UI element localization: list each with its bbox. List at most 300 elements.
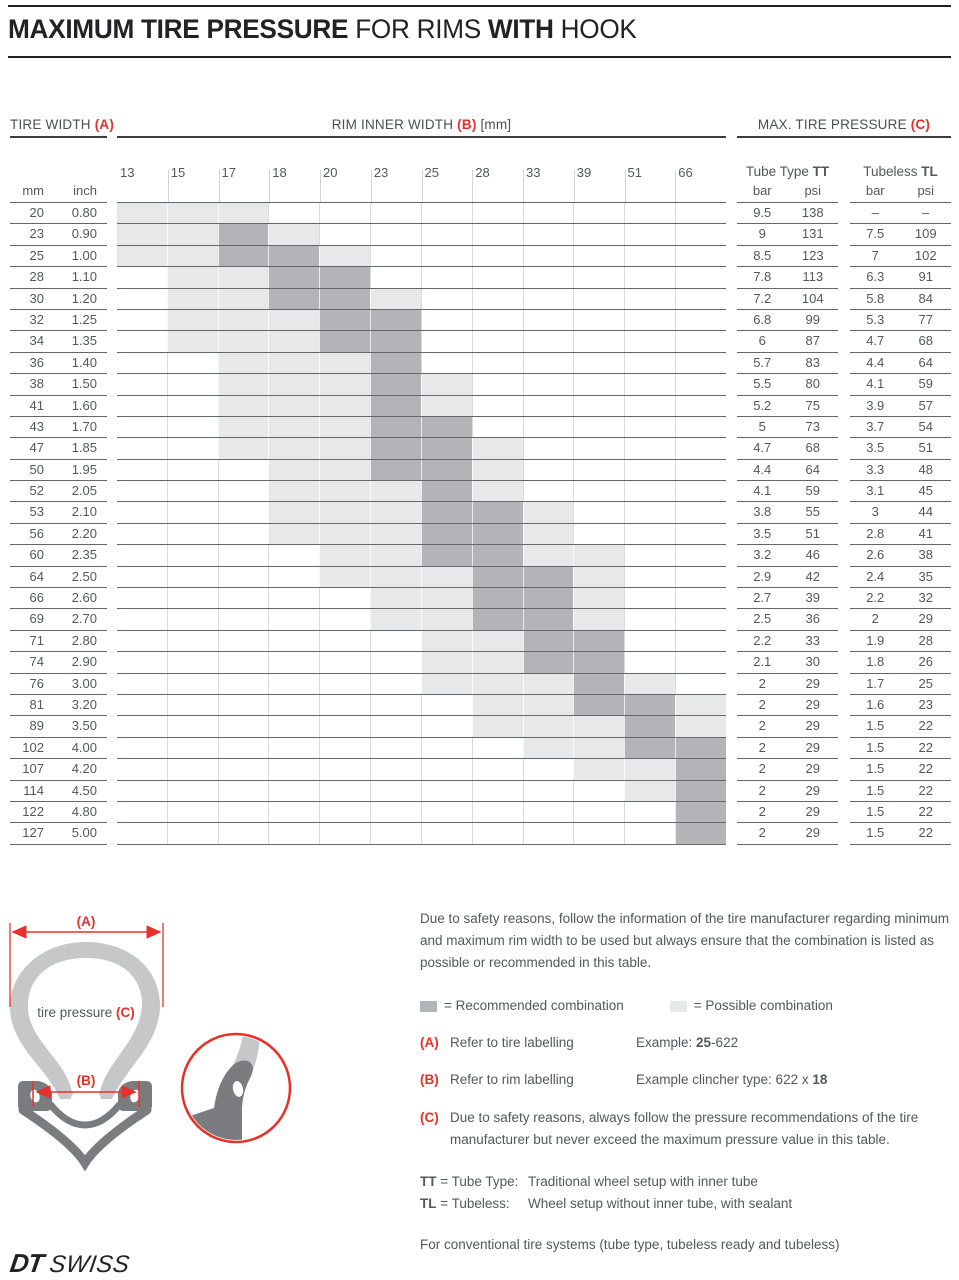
cell-empty xyxy=(319,588,370,608)
tl-bar-value: 2.8 xyxy=(866,525,885,541)
cell-empty xyxy=(421,781,472,801)
cell-empty xyxy=(370,652,421,672)
rim-width-col-header: 25 xyxy=(424,165,439,180)
tube-type-row xyxy=(737,781,838,802)
cell-possible xyxy=(472,716,523,736)
cell-empty xyxy=(421,759,472,779)
tire-width-inch: 3.50 xyxy=(71,718,97,734)
cell-empty xyxy=(167,460,218,480)
cell-empty xyxy=(472,823,523,843)
cell-empty xyxy=(624,588,675,608)
rim-width-col-header: 18 xyxy=(272,165,287,180)
note-a-example-prefix: Example: xyxy=(636,1035,697,1050)
cell-empty xyxy=(675,267,726,287)
cell-empty xyxy=(675,246,726,266)
tt-label: = Tube Type: xyxy=(436,1174,519,1189)
cell-empty xyxy=(117,289,167,309)
tire-width-inch: 1.95 xyxy=(71,461,97,477)
max-pressure-rule xyxy=(737,136,951,138)
tubeless-abbr: TL xyxy=(921,164,938,179)
cell-empty xyxy=(624,502,675,522)
cell-possible xyxy=(117,246,167,266)
note-b-text: Refer to rim labelling xyxy=(450,1072,574,1087)
tl-psi-value: 64 xyxy=(918,354,933,370)
tire-width-row xyxy=(10,396,107,417)
cell-empty xyxy=(117,609,167,629)
cell-empty xyxy=(675,289,726,309)
cell-empty xyxy=(624,246,675,266)
cell-empty xyxy=(523,224,574,244)
grid-row xyxy=(117,331,726,352)
tt-bar-value: 9.5 xyxy=(753,205,772,220)
column-tick xyxy=(472,170,473,202)
cell-empty xyxy=(421,224,472,244)
grid-row xyxy=(117,267,726,288)
tube-type-row xyxy=(737,695,838,716)
tubeless-row xyxy=(850,460,951,481)
tt-psi-value: 42 xyxy=(805,568,820,584)
cell-empty xyxy=(523,481,574,501)
possible-swatch xyxy=(670,1001,687,1012)
tire-width-inch: 4.50 xyxy=(71,782,97,798)
tire-width-mm: 52 xyxy=(29,483,44,499)
cell-empty xyxy=(319,781,370,801)
cell-empty xyxy=(117,417,167,437)
tt-bar-value: 5.2 xyxy=(753,397,772,413)
cell-possible xyxy=(370,588,421,608)
grid-row xyxy=(117,289,726,310)
cell-recommended xyxy=(472,545,523,565)
cell-recommended xyxy=(218,224,269,244)
tube-type-row xyxy=(737,588,838,609)
tt-bar-value: 6.8 xyxy=(753,311,772,327)
tl-bar-value: 5.8 xyxy=(866,290,885,306)
cell-empty xyxy=(573,460,624,480)
tt-psi-value: 29 xyxy=(805,739,820,755)
cell-empty xyxy=(523,246,574,266)
column-tick xyxy=(422,170,423,202)
tl-bar-value: 7 xyxy=(871,247,879,263)
dim-a-label: (A) xyxy=(76,914,96,929)
cell-recommended xyxy=(370,374,421,394)
tire-width-mm: 25 xyxy=(29,247,44,263)
cell-empty xyxy=(218,738,269,758)
cell-recommended xyxy=(472,567,523,587)
cell-empty xyxy=(218,481,269,501)
tire-pressure-label: tire pressure (C) xyxy=(37,1005,135,1020)
cell-recommended xyxy=(573,695,624,715)
tube-type-row xyxy=(737,417,838,438)
cell-empty xyxy=(624,289,675,309)
tire-width-inch: 3.20 xyxy=(71,696,97,712)
cell-empty xyxy=(624,545,675,565)
grid-row xyxy=(117,609,726,630)
cell-empty xyxy=(675,652,726,672)
column-tick xyxy=(320,170,321,202)
cell-empty xyxy=(573,438,624,458)
tubeless-units xyxy=(850,183,951,198)
cell-empty xyxy=(573,417,624,437)
cell-recommended xyxy=(675,759,726,779)
tube-type-label: Tube Type xyxy=(745,164,813,179)
tire-width-mm: 56 xyxy=(29,525,44,541)
cell-recommended xyxy=(472,502,523,522)
tubeless-row xyxy=(850,695,951,716)
tire-width-inch: 4.00 xyxy=(71,739,97,755)
tl-psi-value: 25 xyxy=(918,675,933,691)
cell-possible xyxy=(167,246,218,266)
cell-recommended xyxy=(370,438,421,458)
tire-width-inch: 1.85 xyxy=(71,440,97,456)
cell-possible xyxy=(319,524,370,544)
tire-width-row xyxy=(10,738,107,759)
tl-bar-value: 4.7 xyxy=(866,333,885,349)
tire-width-inch: 1.20 xyxy=(71,290,97,306)
tubeless-row xyxy=(850,353,951,374)
grid-row xyxy=(117,631,726,652)
tl-bar-value: 3.9 xyxy=(866,397,885,413)
cell-empty xyxy=(523,267,574,287)
cell-recommended xyxy=(370,460,421,480)
grid-row xyxy=(117,353,726,374)
tl-psi-value: 22 xyxy=(918,803,933,819)
cell-possible xyxy=(167,331,218,351)
cell-empty xyxy=(117,588,167,608)
cell-possible xyxy=(472,438,523,458)
tt-psi-value: 113 xyxy=(802,269,824,285)
cell-empty xyxy=(624,567,675,587)
tire-width-row xyxy=(10,802,107,823)
tire-width-inch: 1.60 xyxy=(71,397,97,413)
cell-empty xyxy=(218,588,269,608)
cell-possible xyxy=(268,331,319,351)
cell-empty xyxy=(624,524,675,544)
grid-row xyxy=(117,674,726,695)
definitions xyxy=(420,1171,954,1215)
cell-recommended xyxy=(421,460,472,480)
tube-type-header xyxy=(737,164,838,179)
cell-empty xyxy=(624,823,675,843)
cell-possible xyxy=(167,224,218,244)
tubeless-row xyxy=(850,781,951,802)
cell-empty xyxy=(167,631,218,651)
tt-bar-value: 3.5 xyxy=(753,525,772,541)
cell-possible xyxy=(523,716,574,736)
cell-empty xyxy=(370,267,421,287)
rim-width-col-header: 20 xyxy=(323,165,338,180)
tire-width-inch: 1.10 xyxy=(71,269,97,285)
cell-empty xyxy=(523,203,574,223)
tl-desc: Wheel setup without inner tube, with sealant xyxy=(528,1196,793,1211)
cell-possible xyxy=(421,652,472,672)
cell-recommended xyxy=(370,353,421,373)
tire-width-row xyxy=(10,524,107,545)
cell-empty xyxy=(319,203,370,223)
column-tick xyxy=(168,170,169,202)
combination-grid xyxy=(117,202,726,845)
cell-possible xyxy=(472,674,523,694)
rim-width-col-header: 17 xyxy=(221,165,236,180)
cell-empty xyxy=(675,524,726,544)
tube-type-row xyxy=(737,289,838,310)
tl-label: = Tubeless: xyxy=(436,1196,510,1211)
cell-empty xyxy=(117,396,167,416)
tl-bar-value: 2.2 xyxy=(866,590,885,606)
tubeless-row xyxy=(850,289,951,310)
cell-empty xyxy=(117,823,167,843)
tire-width-mm: 64 xyxy=(29,568,44,584)
cell-empty xyxy=(167,481,218,501)
cell-empty xyxy=(523,759,574,779)
cell-empty xyxy=(167,674,218,694)
tl-psi-value: 35 xyxy=(918,568,933,584)
cell-recommended xyxy=(421,438,472,458)
tubeless-row xyxy=(850,481,951,502)
tubeless-row xyxy=(850,716,951,737)
tt-bar-value: 2.2 xyxy=(753,632,772,648)
tubeless-row xyxy=(850,224,951,245)
cell-empty xyxy=(117,267,167,287)
cell-empty xyxy=(218,652,269,672)
cell-empty xyxy=(421,695,472,715)
tire-width-row xyxy=(10,353,107,374)
tubeless-row xyxy=(850,567,951,588)
cell-possible xyxy=(523,502,574,522)
grid-row xyxy=(117,823,726,844)
cell-empty xyxy=(268,823,319,843)
tire-width-row xyxy=(10,481,107,502)
cell-empty xyxy=(624,438,675,458)
rim-inner-width-unit: [mm] xyxy=(476,117,512,132)
cell-empty xyxy=(472,396,523,416)
tt-bar-value: 3.2 xyxy=(753,547,772,563)
tire-width-mm: 43 xyxy=(29,418,44,434)
unit-inch: inch xyxy=(73,183,97,198)
grid-row xyxy=(117,716,726,737)
cell-possible xyxy=(218,267,269,287)
cell-empty xyxy=(624,267,675,287)
cell-empty xyxy=(218,759,269,779)
tl-psi-value: 44 xyxy=(918,504,933,520)
tt-bar-value: 2.7 xyxy=(753,590,772,606)
tube-type-abbr: TT xyxy=(812,164,830,179)
cell-empty xyxy=(117,438,167,458)
cell-empty xyxy=(117,481,167,501)
tubeless-row xyxy=(850,802,951,823)
tire-width-inch: 2.70 xyxy=(71,611,97,627)
cell-empty xyxy=(624,417,675,437)
cell-empty xyxy=(319,716,370,736)
cell-possible xyxy=(472,481,523,501)
cell-empty xyxy=(268,738,319,758)
tire-width-row xyxy=(10,310,107,331)
cell-empty xyxy=(167,438,218,458)
note-c-marker: (C) xyxy=(420,1110,439,1125)
tt-bar-value: 2 xyxy=(758,739,766,755)
tt-psi-value: 39 xyxy=(805,590,820,606)
tl-bar-value: 1.7 xyxy=(866,675,885,691)
tl-psi-value: 48 xyxy=(918,461,933,477)
tube-type-row xyxy=(737,246,838,267)
cell-empty xyxy=(573,502,624,522)
logo-swiss: SWISS xyxy=(47,1251,132,1278)
tl-bar-value: 1.9 xyxy=(866,632,885,648)
note-a-marker: (A) xyxy=(420,1035,439,1050)
cell-possible xyxy=(370,545,421,565)
cell-empty xyxy=(624,460,675,480)
tire-width-mm: 71 xyxy=(29,632,44,648)
cell-empty xyxy=(167,759,218,779)
cell-empty xyxy=(117,524,167,544)
cell-possible xyxy=(573,716,624,736)
tire-width-row xyxy=(10,438,107,459)
cell-possible xyxy=(268,481,319,501)
cell-recommended xyxy=(421,545,472,565)
tube-type-row xyxy=(737,652,838,673)
cell-possible xyxy=(268,460,319,480)
tt-psi-value: 99 xyxy=(805,311,820,327)
note-a-example xyxy=(636,1032,738,1054)
tube-type-row xyxy=(737,396,838,417)
cell-possible xyxy=(319,353,370,373)
tubeless-row xyxy=(850,396,951,417)
cell-empty xyxy=(218,545,269,565)
tl-psi-value: 38 xyxy=(918,547,933,563)
grid-row xyxy=(117,545,726,566)
tl-psi-value: 59 xyxy=(918,376,933,392)
cell-empty xyxy=(675,417,726,437)
tire-width-row xyxy=(10,652,107,673)
cell-empty xyxy=(472,267,523,287)
cell-recommended xyxy=(319,310,370,330)
column-tick xyxy=(574,170,575,202)
tire-width-inch: 1.35 xyxy=(71,333,97,349)
tire-width-mm: 30 xyxy=(29,290,44,306)
tubeless-row xyxy=(850,652,951,673)
cell-empty xyxy=(573,481,624,501)
rim-width-col-header: 51 xyxy=(627,165,642,180)
cell-recommended xyxy=(624,738,675,758)
tl-psi-value: – xyxy=(922,205,930,220)
cell-recommended xyxy=(523,652,574,672)
cell-empty xyxy=(573,781,624,801)
cell-empty xyxy=(218,695,269,715)
cell-empty xyxy=(268,652,319,672)
tire-width-row xyxy=(10,374,107,395)
tt-desc: Traditional wheel setup with inner tube xyxy=(528,1174,758,1189)
cell-empty xyxy=(268,609,319,629)
cell-empty xyxy=(675,310,726,330)
cell-empty xyxy=(523,353,574,373)
cell-empty xyxy=(268,695,319,715)
tubeless-row xyxy=(850,502,951,523)
cell-possible xyxy=(421,374,472,394)
tt-bar-value: 5 xyxy=(758,418,766,434)
cell-recommended xyxy=(319,289,370,309)
tt-bar-value: 2 xyxy=(758,696,766,712)
tube-type-row xyxy=(737,609,838,630)
tl-psi-value: 84 xyxy=(918,290,933,306)
tire-width-mm: 107 xyxy=(22,761,44,777)
tube-type-row xyxy=(737,438,838,459)
unit-psi: psi xyxy=(917,183,935,198)
max-pressure-header xyxy=(737,117,951,132)
cell-empty xyxy=(167,716,218,736)
cell-empty xyxy=(218,609,269,629)
tt-psi-value: 46 xyxy=(805,547,820,563)
tl-psi-value: 102 xyxy=(914,247,937,263)
grid-row xyxy=(117,802,726,823)
cell-empty xyxy=(268,631,319,651)
cell-empty xyxy=(472,374,523,394)
cell-empty xyxy=(319,802,370,822)
tt-bar-value: 4.4 xyxy=(753,461,772,477)
cell-possible xyxy=(370,524,421,544)
grid-row xyxy=(117,224,726,245)
cell-empty xyxy=(675,460,726,480)
tt-psi-value: 59 xyxy=(805,483,820,499)
grid-row xyxy=(117,781,726,802)
cell-empty xyxy=(319,695,370,715)
cell-empty xyxy=(421,823,472,843)
tt-psi-value: 131 xyxy=(801,226,824,242)
grid-row xyxy=(117,203,726,224)
note-a xyxy=(420,1032,954,1054)
cell-empty xyxy=(472,802,523,822)
cell-possible xyxy=(218,203,269,223)
cell-empty xyxy=(268,674,319,694)
column-tick xyxy=(523,170,524,202)
title-part: WITH xyxy=(487,14,554,44)
tl-psi-value: 22 xyxy=(918,825,933,841)
cell-possible xyxy=(319,396,370,416)
footer-note: For conventional tire systems (tube type, tubeless ready and tubeless) xyxy=(420,1237,840,1252)
cell-empty xyxy=(268,716,319,736)
cell-empty xyxy=(218,524,269,544)
tubeless-header xyxy=(850,164,951,179)
cell-possible xyxy=(268,224,319,244)
cell-empty xyxy=(370,246,421,266)
tire-width-row xyxy=(10,823,107,844)
tl-psi-value: 54 xyxy=(918,418,933,434)
tl-psi-value: 109 xyxy=(914,226,937,242)
tt-psi-value: 36 xyxy=(805,611,820,627)
tt-psi-value: 138 xyxy=(801,205,824,220)
tire-width-rule xyxy=(10,136,107,138)
column-tick xyxy=(269,170,270,202)
cell-empty xyxy=(573,331,624,351)
cell-empty xyxy=(421,353,472,373)
cell-possible xyxy=(573,588,624,608)
cell-empty xyxy=(675,567,726,587)
cell-empty xyxy=(523,374,574,394)
cell-empty xyxy=(472,781,523,801)
cell-possible xyxy=(268,310,319,330)
cell-empty xyxy=(421,289,472,309)
tubeless-row xyxy=(850,823,951,844)
tire-width-mm: 53 xyxy=(29,504,44,520)
cell-empty xyxy=(573,224,624,244)
cell-empty xyxy=(523,289,574,309)
cell-possible xyxy=(268,417,319,437)
tt-bar-value: 2 xyxy=(758,825,766,841)
marker-c: (C) xyxy=(910,117,931,132)
cell-empty xyxy=(675,588,726,608)
tt-bar-value: 2.9 xyxy=(753,568,772,584)
cell-empty xyxy=(624,374,675,394)
cell-empty xyxy=(319,631,370,651)
tt-bar-value: 3.8 xyxy=(753,504,772,520)
